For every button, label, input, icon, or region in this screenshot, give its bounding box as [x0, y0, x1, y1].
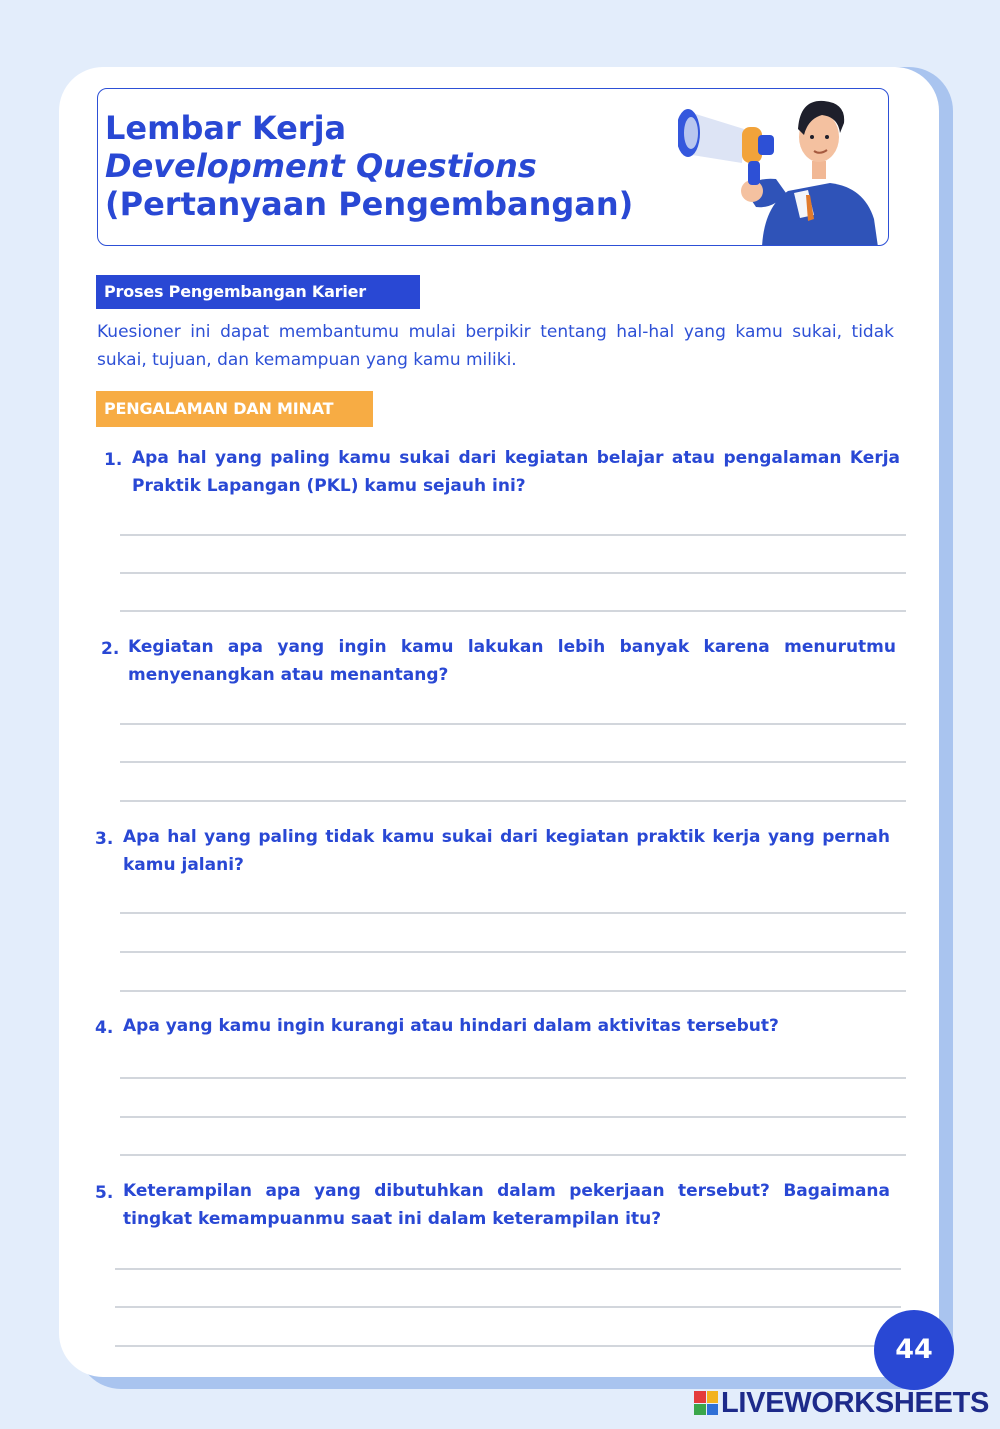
answer-line[interactable]: [120, 1077, 906, 1079]
liveworksheets-logo-icon: [694, 1391, 718, 1415]
title-line-2: Development Questions: [105, 147, 537, 185]
page-title: [105, 109, 633, 223]
answer-line[interactable]: [120, 1154, 906, 1156]
answer-line[interactable]: [120, 572, 906, 574]
question-text: Kegiatan apa yang ingin kamu lakukan lebih banyak karena menurutmu menyenangkan atau menantang?: [128, 637, 896, 685]
answer-line[interactable]: [120, 990, 906, 992]
intro-paragraph: Kuesioner ini dapat membantumu mulai berpikir tentang hal-hal yang kamu sukai, tidak sukai, tujuan, dan kemampuan yang kamu miliki.: [97, 322, 894, 370]
question-number: 1.: [104, 450, 123, 470]
question-text: Apa hal yang paling tidak kamu sukai dari kegiatan praktik kerja yang pernah kamu jalani?: [123, 827, 890, 875]
answer-line[interactable]: [115, 1306, 901, 1308]
question-number: 3.: [95, 829, 114, 849]
megaphone-businessman-icon: [678, 89, 888, 246]
answer-line[interactable]: [120, 912, 906, 914]
answer-line[interactable]: [115, 1345, 901, 1347]
answer-line[interactable]: [120, 761, 906, 763]
question-number: 5.: [95, 1183, 114, 1203]
question-number: 4.: [95, 1018, 114, 1038]
subsection-tag: PENGALAMAN DAN MINAT: [96, 391, 373, 427]
title-line-3: (Pertanyaan Pengembangan): [105, 185, 634, 223]
watermark-text: LIVEWORKSHEETS: [721, 1386, 990, 1419]
question-text: Apa hal yang paling kamu sukai dari kegiatan belajar atau pengalaman Kerja Praktik Lapangan (PKL) kamu sejauh ini?: [132, 448, 900, 496]
answer-line[interactable]: [120, 534, 906, 536]
answer-line[interactable]: [120, 610, 906, 612]
answer-line[interactable]: [120, 723, 906, 725]
question-number: 2.: [101, 639, 120, 659]
section-tag: Proses Pengembangan Karier: [96, 275, 420, 309]
liveworksheets-watermark: [694, 1385, 989, 1421]
answer-line[interactable]: [115, 1268, 901, 1270]
question-text: Apa yang kamu ingin kurangi atau hindari dalam aktivitas tersebut?: [123, 1016, 779, 1036]
answer-line[interactable]: [120, 951, 906, 953]
title-line-1: Lembar Kerja: [105, 109, 347, 147]
page-number: 44: [874, 1310, 954, 1390]
question-text: Keterampilan apa yang dibutuhkan dalam pekerjaan tersebut? Bagaimana tingkat kemampuanmu saat ini dalam keterampilan itu?: [123, 1181, 890, 1229]
header-box: [97, 88, 889, 246]
answer-line[interactable]: [120, 1116, 906, 1118]
answer-line[interactable]: [120, 800, 906, 802]
